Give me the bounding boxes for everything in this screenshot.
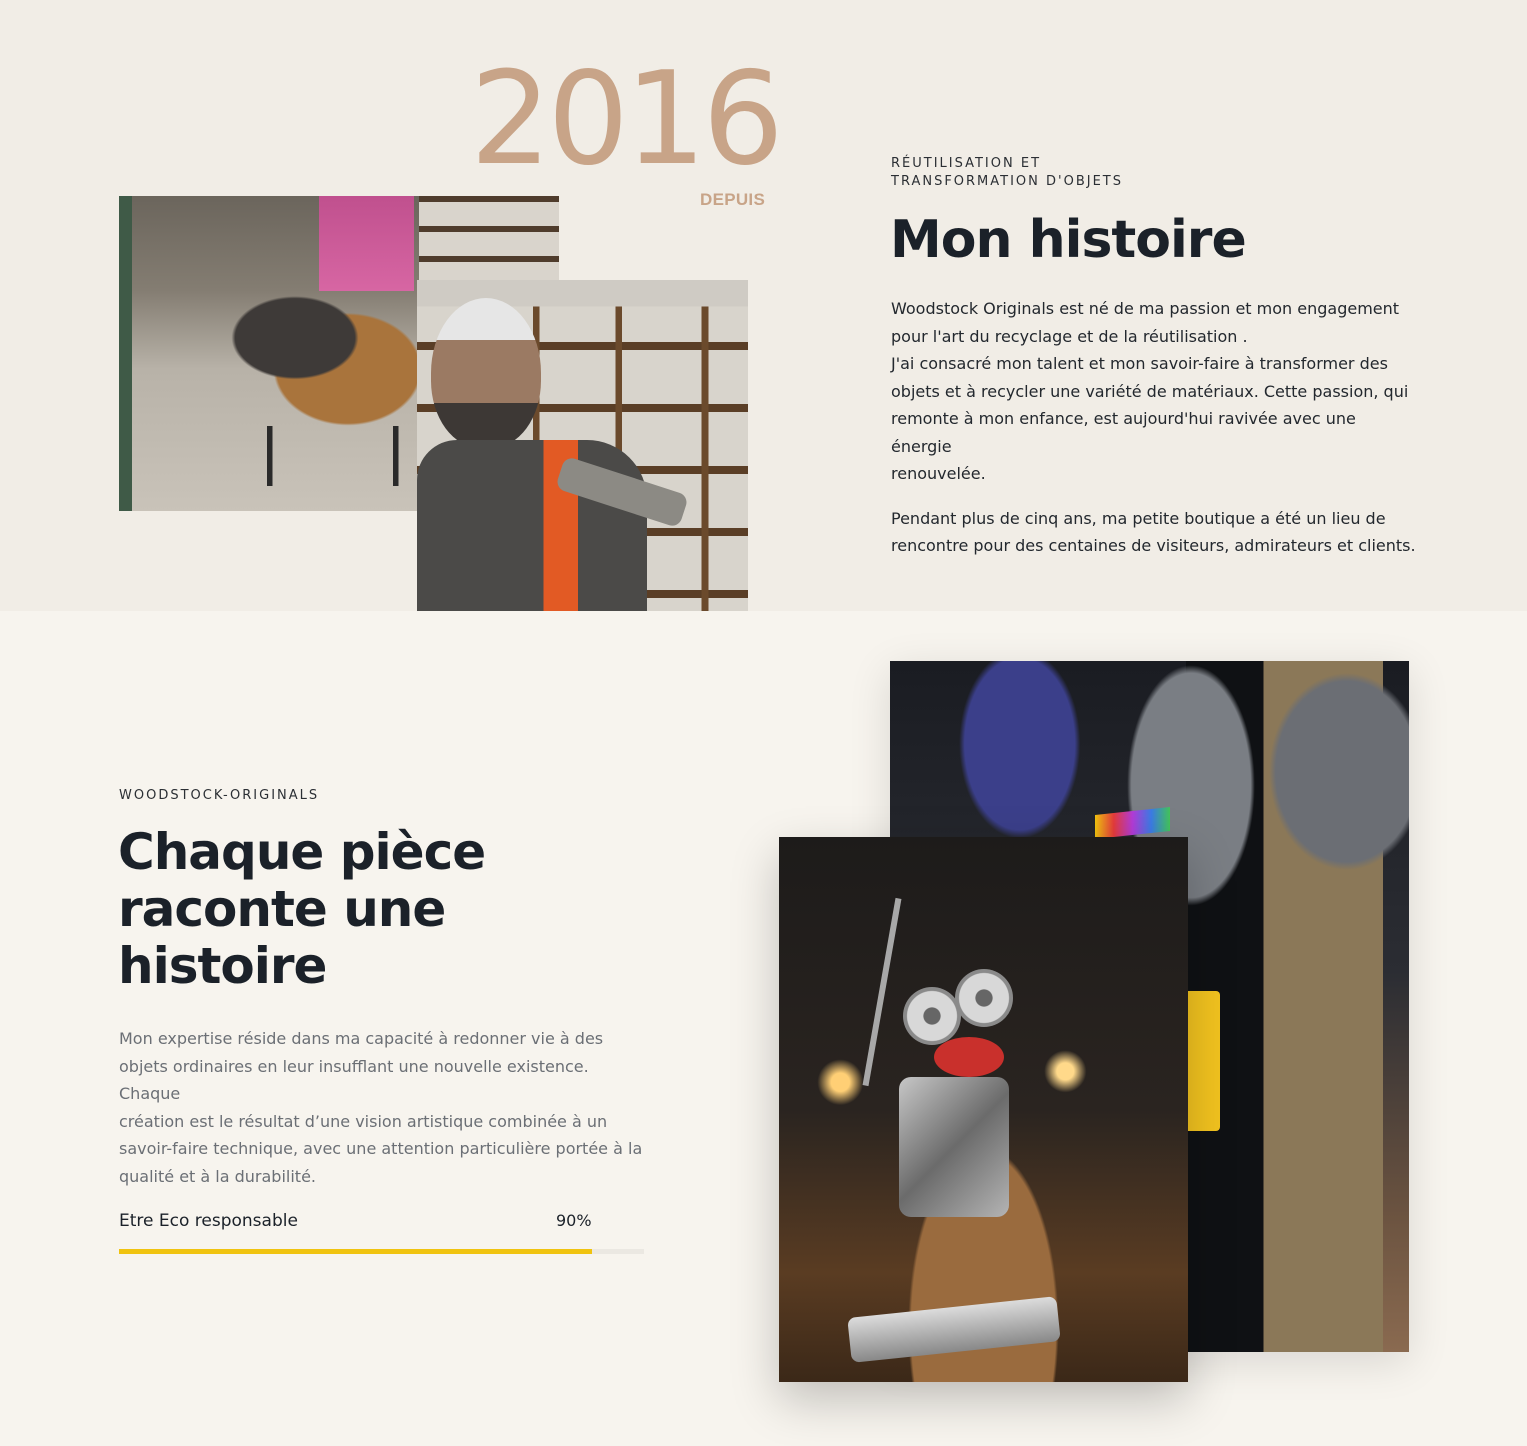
since-year: 2016 bbox=[470, 45, 780, 194]
craft-title: Chaque pièce raconte une histoire bbox=[118, 823, 486, 995]
skill-progress-fill bbox=[119, 1249, 592, 1254]
since-label: DEPUIS bbox=[700, 190, 766, 209]
story-eyebrow: RÉUTILISATION ET TRANSFORMATION D'OBJETS bbox=[891, 156, 1123, 189]
craft-paragraph: Mon expertise réside dans ma capacité à redonner vie à des objets ordinaires en leur insufflant une nouvelle existence. Chaque création est le résultat d’une vision artistique combinée à un savoir-faire technique, avec une attention particulière portée à la qualité et à la durabilité. bbox=[119, 1029, 643, 1186]
skill-percent: 90% bbox=[556, 1211, 592, 1230]
robot-sculpture-photo bbox=[779, 837, 1188, 1382]
craft-eyebrow: WOODSTOCK-ORIGINALS bbox=[119, 788, 320, 803]
story-title: Mon histoire bbox=[890, 210, 1246, 270]
story-text bbox=[891, 295, 1421, 577]
story-paragraph-2: Pendant plus de cinq ans, ma petite boutique a été un lieu de rencontre pour des centaines de visiteurs, admirateurs et clients. bbox=[891, 508, 1416, 555]
artisan-portrait-photo bbox=[417, 280, 748, 611]
skill-label: Etre Eco responsable bbox=[119, 1211, 298, 1231]
story-paragraph-1: Woodstock Originals est né de ma passion et mon engagement pour l'art du recyclage et de la réutilisation . J'ai consacré mon talent et mon savoir-faire à transformer des objets et à recycler une variété de matériaux. Cette passion, qui remonte à mon enfance, est aujourd'hui ravivée avec une énergie renouvelée. bbox=[891, 299, 1409, 483]
story-section bbox=[0, 0, 1527, 611]
skill-progress-track bbox=[119, 1249, 644, 1254]
